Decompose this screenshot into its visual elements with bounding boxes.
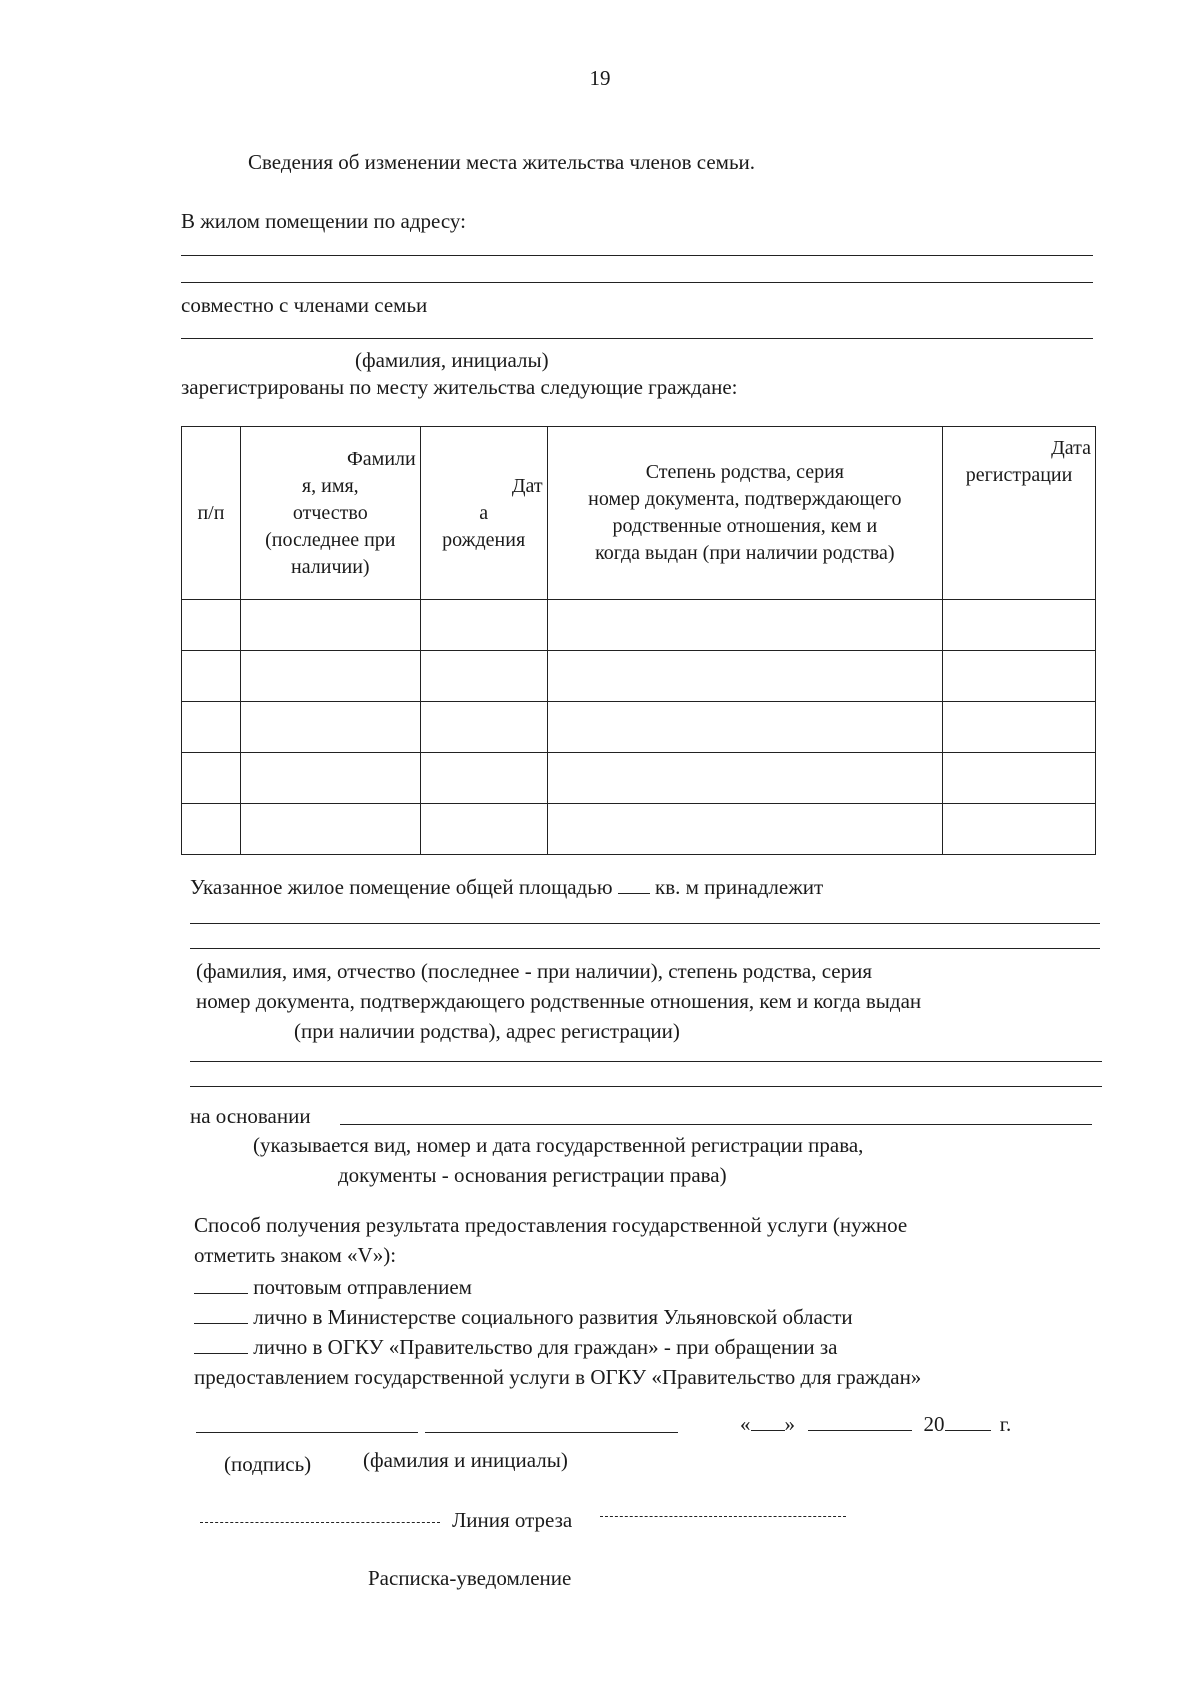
- method-intro-line: отметить знаком «V»):: [194, 1243, 397, 1267]
- date-year-blank[interactable]: [945, 1412, 991, 1431]
- cell-relation[interactable]: [547, 651, 942, 702]
- signature-label: (подпись): [224, 1452, 312, 1476]
- basis-hint-line: документы - основания регистрации права): [338, 1163, 727, 1187]
- cut-line-right: [600, 1516, 846, 1517]
- basis-field-line[interactable]: [340, 1124, 1092, 1125]
- option-post: [194, 1272, 921, 1302]
- date-field: [740, 1412, 1011, 1437]
- cell-relation[interactable]: [547, 804, 942, 855]
- cut-line-left: [200, 1522, 440, 1523]
- receipt-title: Расписка-уведомление: [368, 1566, 572, 1590]
- header-regdate: Дата регистрации: [943, 427, 1096, 600]
- area-label-before: Указанное жилое помещение общей площадью: [190, 875, 613, 899]
- table-header-row: [182, 427, 1096, 600]
- address-field-line-2[interactable]: [181, 282, 1093, 283]
- family-label: совместно с членами семьи: [181, 293, 428, 317]
- cell-relation[interactable]: [547, 702, 942, 753]
- cell-name[interactable]: [240, 651, 420, 702]
- family-hint: (фамилия, инициалы): [355, 348, 549, 372]
- cell-name[interactable]: [240, 702, 420, 753]
- area-input-blank[interactable]: [618, 875, 650, 894]
- cell-birth[interactable]: [420, 753, 547, 804]
- date-close-quote: »: [784, 1412, 795, 1436]
- cell-birth[interactable]: [420, 651, 547, 702]
- basis-label: на основании: [190, 1104, 311, 1128]
- date-day-blank[interactable]: [751, 1412, 785, 1431]
- header-relation: Степень родства, серия номер документа, подтверждающего родственные отношения, кем и когда выдан (при наличии родства): [547, 427, 942, 600]
- cell-regdate[interactable]: [943, 600, 1096, 651]
- method-intro-line: Способ получения результата предоставления государственной услуги (нужное: [194, 1213, 908, 1237]
- option-ogku-continuation: предоставлением государственной услуги в ОГКУ «Правительство для граждан»: [194, 1365, 922, 1389]
- registration-table: [181, 426, 1096, 855]
- table-row: [182, 702, 1096, 753]
- signature-line[interactable]: [196, 1432, 418, 1433]
- option-ministry: [194, 1302, 921, 1332]
- header-name: Фамили я, имя, отчество (последнее при наличии): [240, 427, 420, 600]
- option-post-label: почтовым отправлением: [253, 1275, 472, 1299]
- cell-num[interactable]: [182, 600, 241, 651]
- owner-field-line-2[interactable]: [190, 948, 1100, 949]
- cell-birth[interactable]: [420, 600, 547, 651]
- cell-num[interactable]: [182, 651, 241, 702]
- cell-num[interactable]: [182, 702, 241, 753]
- date-open-quote: «: [740, 1412, 751, 1436]
- option-ogku-label: лично в ОГКУ «Правительство для граждан» - при обращении за: [253, 1335, 838, 1359]
- method-intro: [194, 1210, 1094, 1270]
- basis-hint: [253, 1130, 863, 1190]
- section-heading: Сведения об изменении места жительства членов семьи.: [248, 150, 756, 174]
- cell-num[interactable]: [182, 753, 241, 804]
- table-row: [182, 804, 1096, 855]
- cell-name[interactable]: [240, 600, 420, 651]
- cell-regdate[interactable]: [943, 753, 1096, 804]
- area-statement: [190, 875, 823, 900]
- date-year-suffix: г.: [999, 1412, 1012, 1436]
- page-number: 19: [589, 66, 611, 90]
- table-row: [182, 651, 1096, 702]
- registered-label: зарегистрированы по месту жительства следующие граждане:: [181, 375, 738, 399]
- date-month-blank[interactable]: [808, 1412, 912, 1431]
- owner-extra-line-2[interactable]: [190, 1086, 1102, 1087]
- option-ministry-checkbox[interactable]: [194, 1305, 248, 1324]
- method-options: [194, 1272, 921, 1392]
- option-post-checkbox[interactable]: [194, 1275, 248, 1294]
- owner-extra-line-1[interactable]: [190, 1061, 1102, 1062]
- option-ogku: [194, 1332, 921, 1362]
- owner-hint: [196, 956, 1116, 1046]
- address-field-line-1[interactable]: [181, 255, 1093, 256]
- cell-name[interactable]: [240, 804, 420, 855]
- table-row: [182, 600, 1096, 651]
- cell-regdate[interactable]: [943, 702, 1096, 753]
- owner-hint-line: номер документа, подтверждающего родственные отношения, кем и когда выдан: [196, 989, 922, 1013]
- fio-line[interactable]: [425, 1432, 678, 1433]
- option-ministry-label: лично в Министерстве социального развития Ульяновской области: [253, 1305, 853, 1329]
- cell-birth[interactable]: [420, 804, 547, 855]
- header-birth: Дат а рождения: [420, 427, 547, 600]
- basis-hint-line: (указывается вид, номер и дата государственной регистрации права,: [253, 1133, 864, 1157]
- date-year-prefix: 20: [923, 1412, 945, 1436]
- option-ogku-checkbox[interactable]: [194, 1335, 248, 1354]
- cell-relation[interactable]: [547, 753, 942, 804]
- owner-hint-line: (фамилия, имя, отчество (последнее - при наличии), степень родства, серия: [196, 959, 872, 983]
- cell-num[interactable]: [182, 804, 241, 855]
- owner-hint-line: (при наличии родства), адрес регистрации): [294, 1019, 680, 1043]
- owner-field-line-1[interactable]: [190, 923, 1100, 924]
- cell-birth[interactable]: [420, 702, 547, 753]
- cell-name[interactable]: [240, 753, 420, 804]
- family-field-line[interactable]: [181, 338, 1093, 339]
- header-num: п/п: [182, 427, 241, 600]
- address-label: В жилом помещении по адресу:: [181, 209, 466, 233]
- table-row: [182, 753, 1096, 804]
- cell-relation[interactable]: [547, 600, 942, 651]
- cut-line-label: Линия отреза: [452, 1508, 573, 1532]
- fio-label: (фамилия и инициалы): [363, 1448, 568, 1472]
- cell-regdate[interactable]: [943, 651, 1096, 702]
- cell-regdate[interactable]: [943, 804, 1096, 855]
- area-label-after: кв. м принадлежит: [655, 875, 824, 899]
